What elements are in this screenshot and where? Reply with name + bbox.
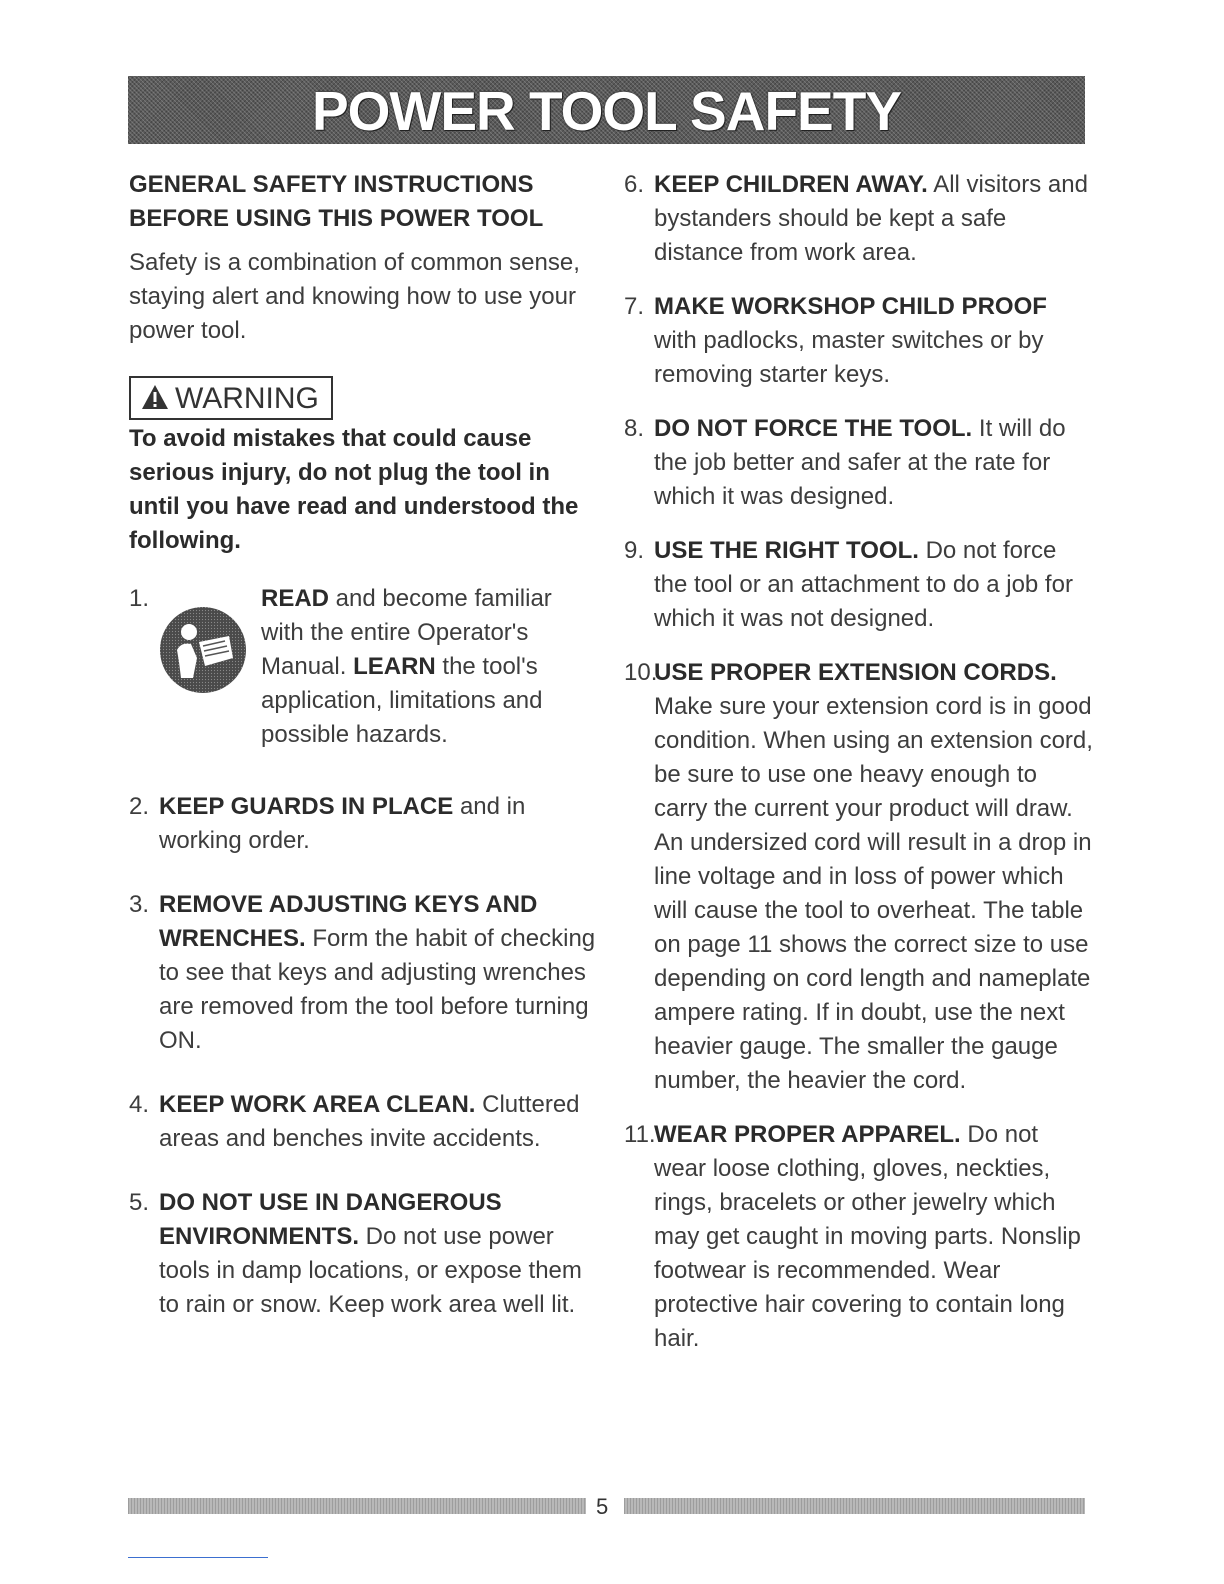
item-body: It will do the job better and safer at the rate for which it was designed. xyxy=(654,415,1066,510)
item-number: 7. xyxy=(624,293,645,320)
item-number: 1. xyxy=(129,585,150,612)
list-item xyxy=(129,1186,599,1322)
item-body: Make sure your extension cord is in good condition. When using an extension cord, be sure to use one heavy enough to carry the current your product will draw. An undersized cord will result in a drop in line voltage and in loss of power which will cause the tool to overheat. The table on page 11 shows the correct size to use depending on cord length and nameplate ampere rating. If in doubt, use the next heavier gauge. The smaller the gauge number, the heavier the cord. xyxy=(654,693,1093,1094)
list-item xyxy=(624,1118,1094,1356)
item-keyword: USE THE RIGHT TOOL. xyxy=(654,537,919,564)
left-column xyxy=(129,168,599,1322)
item-keyword: READ xyxy=(261,585,330,612)
item-number: 3. xyxy=(129,891,150,918)
list-item xyxy=(129,582,599,762)
item-keyword: LEARN xyxy=(353,653,436,680)
list-item xyxy=(624,412,1094,514)
page-title: POWER TOOL SAFETY xyxy=(311,80,902,142)
item-keyword: KEEP GUARDS IN PLACE xyxy=(159,793,454,820)
item-text xyxy=(261,582,601,752)
list-item xyxy=(624,290,1094,392)
item-keyword: DO NOT FORCE THE TOOL. xyxy=(654,415,973,442)
warning-text: To avoid mistakes that could cause serious injury, do not plug the tool in until you have read and understood the following. xyxy=(129,425,579,554)
item-body: and in working order. xyxy=(159,793,526,854)
footer-bar-left xyxy=(128,1498,586,1514)
list-item xyxy=(624,534,1094,636)
item-number: 4. xyxy=(129,1091,150,1118)
item-body: Do not force the tool or an attachment to do a job for which it was not designed. xyxy=(654,537,1073,632)
item-number: 9. xyxy=(624,537,645,564)
section-heading-line1: GENERAL SAFETY INSTRUCTIONS xyxy=(129,171,534,198)
list-item xyxy=(129,790,599,858)
item-body: Cluttered areas and benches invite accidents. xyxy=(159,1091,580,1152)
item-body: Do not wear loose clothing, gloves, neckties, rings, bracelets or other jewelry which may get caught in moving parts. Nonslip footwear is recommended. Wear protective hair covering to contain long hair. xyxy=(654,1121,1081,1352)
title-banner xyxy=(128,76,1085,144)
item-number: 5. xyxy=(129,1189,150,1216)
item-body: All visitors and bystanders should be kept a safe distance from work area. xyxy=(654,171,1088,266)
item-body: Do not use power tools in damp locations, or expose them to rain or snow. Keep work area well lit. xyxy=(159,1223,582,1318)
page-number: 5 xyxy=(596,1494,609,1519)
section-heading xyxy=(129,168,599,236)
item-number: 6. xyxy=(624,171,645,198)
section-heading-line2: BEFORE USING THIS POWER TOOL xyxy=(129,205,544,232)
item-keyword: KEEP WORK AREA CLEAN. xyxy=(159,1091,476,1118)
item-keyword: WEAR PROPER APPAREL. xyxy=(654,1121,961,1148)
right-column xyxy=(624,168,1094,1356)
read-manual-icon xyxy=(159,606,247,694)
list-item xyxy=(624,168,1094,270)
item-keyword: REMOVE ADJUSTING KEYS AND WRENCHES. xyxy=(159,891,538,952)
item-keyword: KEEP CHILDREN AWAY. xyxy=(654,171,928,198)
item-number: 10. xyxy=(624,659,658,686)
item-keyword: MAKE WORKSHOP CHILD PROOF xyxy=(654,293,1047,320)
list-item xyxy=(129,1088,599,1156)
warning-triangle-icon xyxy=(141,380,169,422)
item-number: 8. xyxy=(624,415,645,442)
list-item xyxy=(624,656,1094,1098)
item-keyword: DO NOT USE IN DANGEROUS ENVIRONMENTS. xyxy=(159,1189,502,1250)
warning-label-box xyxy=(129,376,333,420)
item-number: 11. xyxy=(624,1121,656,1148)
item-keyword: USE PROPER EXTENSION CORDS. xyxy=(654,659,1057,686)
footer-bar-right xyxy=(624,1498,1085,1514)
list-item xyxy=(129,888,599,1058)
item-body: Form the habit of checking to see that keys and adjusting wrenches are removed from the tool before turning ON. xyxy=(159,925,596,1054)
item-number: 2. xyxy=(129,793,150,820)
item-body: the tool's application, limitations and possible hazards. xyxy=(261,653,543,748)
bottom-rule xyxy=(128,1557,268,1558)
intro-paragraph: Safety is a combination of common sense, staying alert and knowing how to use your power tool. xyxy=(129,249,580,344)
item-body: and become familiar with the entire Operator's Manual. xyxy=(261,585,552,680)
item-body: with padlocks, master switches or by removing starter keys. xyxy=(654,327,1044,388)
warning-label: WARNING xyxy=(175,382,319,415)
